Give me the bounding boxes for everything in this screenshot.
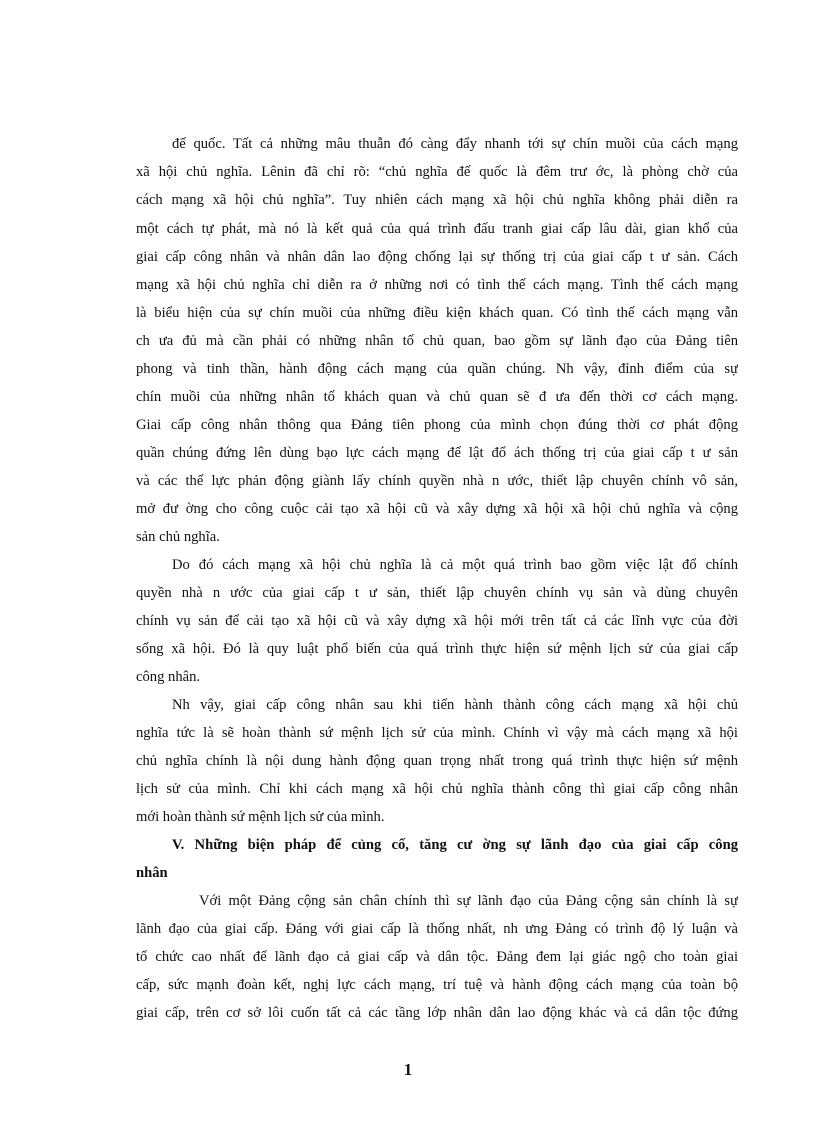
text-line: chín muồi của những nhân tố khách quan và chủ quan sẽ đ ưa đến thời cơ cách mạng. — [136, 389, 738, 405]
text-line: sống xã hội. Đó là quy luật phổ biến của quá trình thực hiện sứ mệnh lịch sử của giai cấp — [136, 641, 738, 657]
section-heading-continued: nhân — [136, 865, 168, 881]
text-line: Giai cấp công nhân thông qua Đảng tiên phong của mình chọn đúng thời cơ phát động — [136, 417, 738, 433]
text-line: sản chủ nghĩa. — [136, 529, 220, 545]
text-line: nghĩa tức là sẽ hoàn thành sứ mệnh lịch sử của mình. Chính vì vậy mà cách mạng xã hội — [136, 725, 738, 741]
section-heading: V. Những biện pháp để củng cố, tăng cư ờng sự lãnh đạo của giai cấp công — [172, 837, 738, 853]
text-line: quần chúng đứng lên dùng bạo lực cách mạng để lật đổ ách thống trị của giai cấp t ư sản — [136, 445, 738, 461]
text-line: tổ chức cao nhất để lãnh đạo cả giai cấp và dân tộc. Đảng đem lại giác ngộ cho toàn giai — [136, 949, 738, 965]
text-line: Nh vậy, giai cấp công nhân sau khi tiến hành thành công cách mạng xã hội chủ — [172, 697, 738, 713]
text-line: công nhân. — [136, 669, 201, 685]
text-line: quyền nhà n ước của giai cấp t ư sản, thiết lập chuyên chính vụ sản và dùng chuyên — [136, 585, 738, 601]
text-line: cấp, sức mạnh đoàn kết, nghị lực cách mạng, trí tuệ và hành động cách mạng của toàn bộ — [136, 977, 738, 993]
text-line: mạng xã hội chủ nghĩa chỉ diễn ra ở những nơi có tình thế cách mạng. Tình thế cách mạng — [136, 277, 738, 293]
text-line: mới hoàn thành sứ mệnh lịch sử của mình. — [136, 809, 385, 825]
page-number: 1 — [403, 1060, 413, 1079]
text-line: Với một Đảng cộng sản chân chính thì sự lãnh đạo của Đảng cộng sản chính là sự — [199, 893, 738, 909]
text-line: một cách tự phát, mà nó là kết quả của quá trình đấu tranh giai cấp lâu dài, gian khổ của — [136, 221, 738, 237]
text-line: chính vụ sản để cải tạo xã hội cũ và xây dựng xã hội mới trên tất cả các lĩnh vực của đời — [136, 613, 738, 629]
text-line: lãnh đạo của giai cấp. Đảng với giai cấp là thống nhất, nh ưng Đảng có trình độ lý luận và — [136, 921, 738, 937]
text-line: và các thế lực phản động giành lấy chính quyền nhà n ước, thiết lập chuyên chính vô sản, — [136, 473, 738, 489]
text-line: đế quốc. Tất cả những mâu thuẫn đó càng đẩy nhanh tới sự chín muồi của cách mạng — [172, 136, 738, 152]
text-line: chủ nghĩa chính là nội dung hành động quan trọng nhất trong quá trình thực hiện sứ mệnh — [136, 753, 738, 769]
text-line: lịch sử của mình. Chỉ khi cách mạng xã hội chủ nghĩa thành công thì giai cấp công nhân — [136, 781, 738, 797]
text-line: Do đó cách mạng xã hội chủ nghĩa là cả một quá trình bao gồm việc lật đổ chính — [172, 557, 738, 573]
text-line: giai cấp công nhân và nhân dân lao động chống lại sự thống trị của giai cấp t ư sản. Cách — [136, 249, 738, 265]
text-line: ch ưa đủ mà cần phải có những nhân tố chủ quan, bao gồm sự lãnh đạo của Đảng tiên — [136, 333, 738, 349]
text-line: phong và tinh thần, hành động cách mạng của quần chúng. Nh vậy, đỉnh điểm của sự — [136, 361, 738, 377]
text-line: là biểu hiện của sự chín muồi của những điều kiện khách quan. Có tình thế cách mạng vẫn — [136, 305, 738, 321]
text-line: cách mạng xã hội chủ nghĩa”. Tuy nhiên cách mạng xã hội chủ nghĩa không phải diễn ra — [136, 192, 738, 208]
text-line: giai cấp, trên cơ sở lôi cuốn tất cả các tầng lớp nhân dân lao động khác và cả dân tộc đứng — [136, 1005, 738, 1021]
text-line: mở đư ờng cho công cuộc cải tạo xã hội cũ và xây dựng xã hội xã hội chủ nghĩa và cộng — [136, 501, 738, 517]
text-line: xã hội chủ nghĩa. Lênin đã chỉ rõ: “chủ nghĩa đế quốc là đêm trư ớc, là phòng chờ của — [136, 164, 738, 180]
